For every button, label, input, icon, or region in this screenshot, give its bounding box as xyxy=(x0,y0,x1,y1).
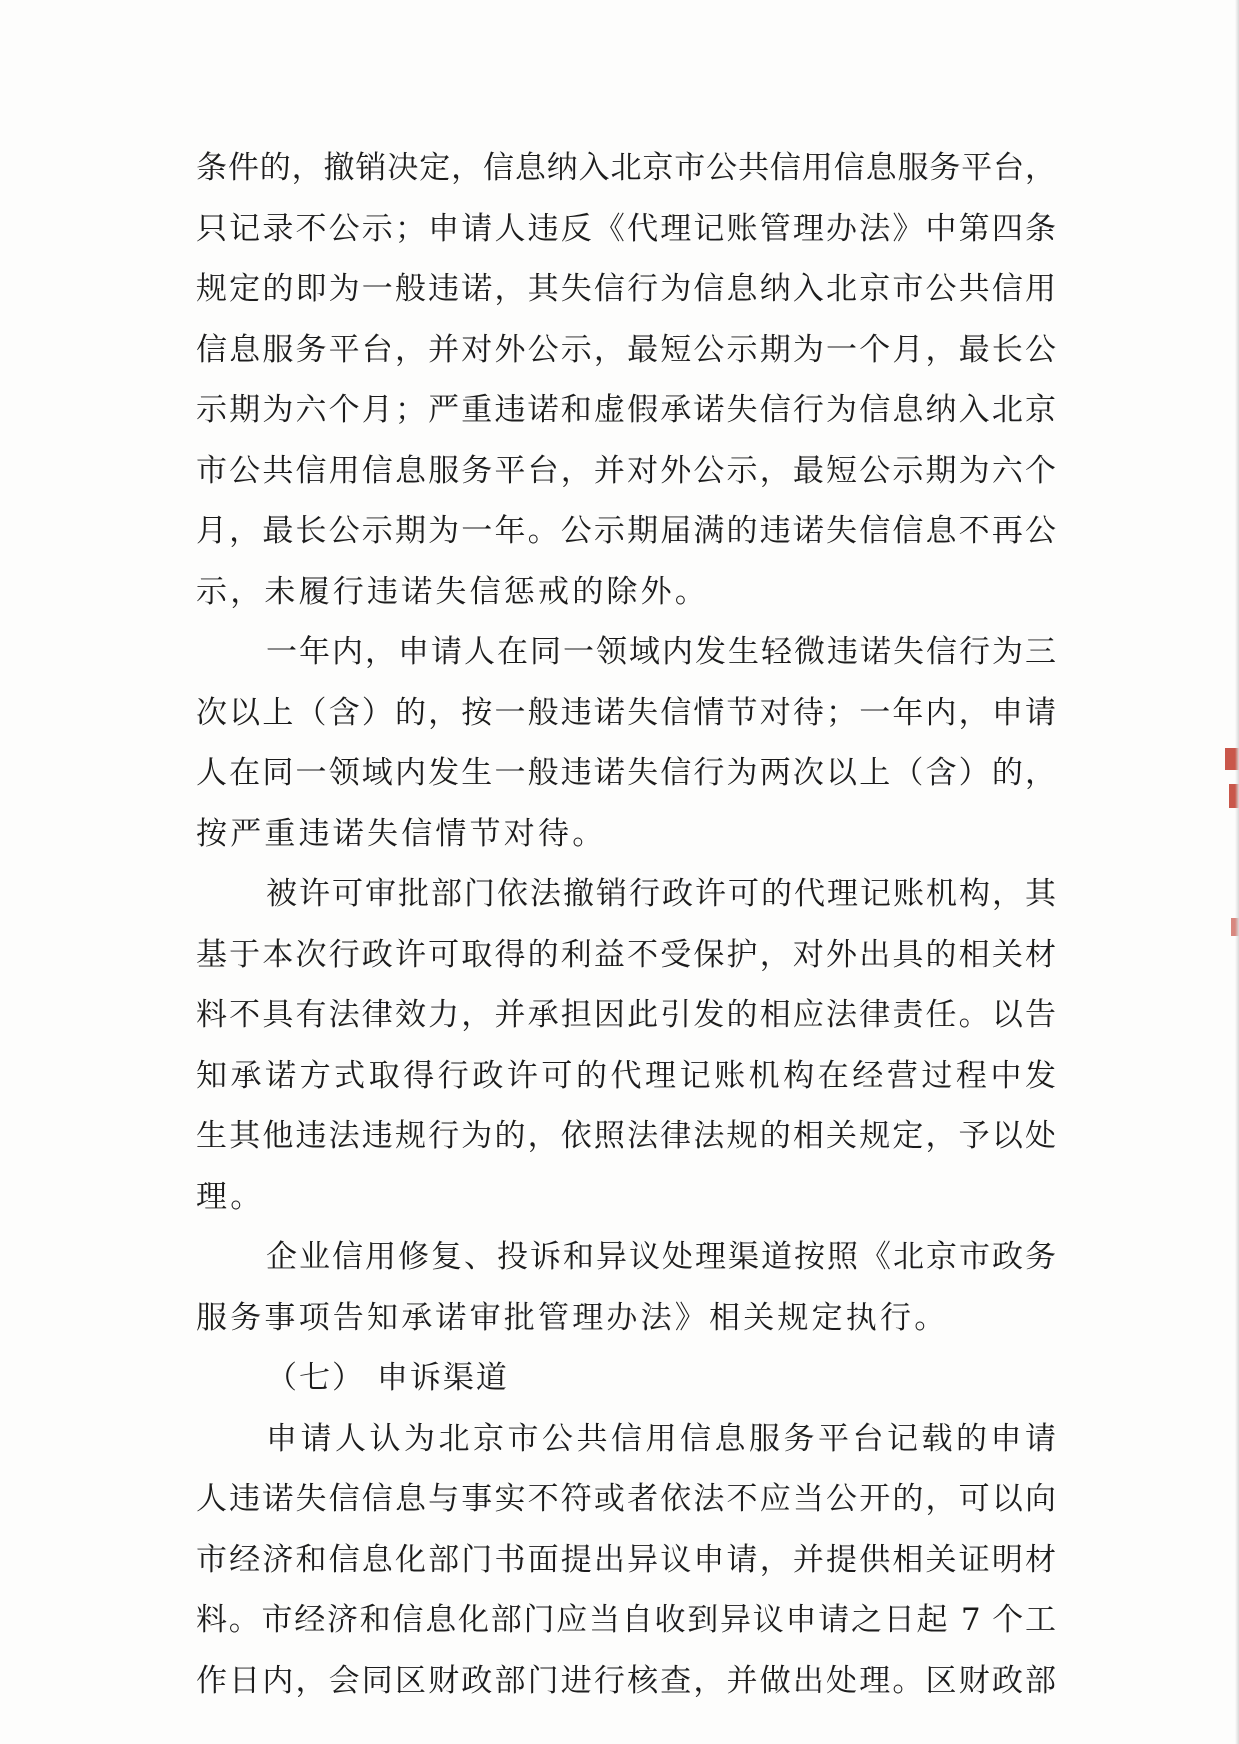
paragraph-line: 只记录不公示；申请人违反《代理记账管理办法》中第四条 xyxy=(196,210,1056,247)
paragraph-line: 料不具有法律效力，并承担因此引发的相应法律责任。以告 xyxy=(196,997,1056,1033)
paragraph-line: 次以上（含）的，按一般违诺失信情节对待；一年内，申请 xyxy=(196,694,1056,731)
paragraph-line: 被许可审批部门依法撤销行政许可的代理记账机构，其 xyxy=(266,876,1056,912)
paragraph-line: 示期为六个月；严重违诺和虚假承诺失信行为信息纳入北京 xyxy=(196,392,1056,428)
paragraph-line: 示，未履行违诺失信惩戒的除外。 xyxy=(196,573,709,610)
paragraph-line: 一年内，申请人在同一领域内发生轻微违诺失信行为三 xyxy=(266,634,1056,670)
paragraph-line: 知承诺方式取得行政许可的代理记账机构在经营过程中发 xyxy=(196,1057,1056,1094)
paragraph-line: 规定的即为一般违诺，其失信行为信息纳入北京市公共信用 xyxy=(196,271,1056,307)
paragraph-line: 理。 xyxy=(196,1178,265,1215)
paragraph-line: 市经济和信息化部门书面提出异议申请，并提供相关证明材 xyxy=(196,1541,1056,1578)
page-edge-shadow xyxy=(1235,0,1239,1744)
paragraph-line: 申请人认为北京市公共信用信息服务平台记载的申请 xyxy=(266,1420,1056,1457)
paragraph-line: 生其他违法违规行为的，依照法律法规的相关规定，予以处 xyxy=(196,1118,1056,1154)
paragraph-line: 市公共信用信息服务平台，并对外公示，最短公示期为六个 xyxy=(196,452,1056,489)
paragraph-line: 人在同一领域内发生一般违诺失信行为两次以上（含）的， xyxy=(196,755,1056,791)
paragraph-line: 企业信用修复、投诉和异议处理渠道按照《北京市政务 xyxy=(266,1239,1056,1275)
paragraph-line: 服务事项告知承诺审批管理办法》相关规定执行。 xyxy=(196,1299,949,1336)
paragraph-line: 基于本次行政许可取得的利益不受保护，对外出具的相关材 xyxy=(196,936,1056,973)
paragraph-line: 条件的，撤销决定，信息纳入北京市公共信用信息服务平台， xyxy=(196,150,1056,186)
document-body xyxy=(196,138,1056,1711)
paragraph-line: 料。市经济和信息化部门应当自收到异议申请之日起 7 个工 xyxy=(196,1602,1056,1638)
paragraph-line: 人违诺失信信息与事实不符或者依法不应当公开的，可以向 xyxy=(196,1481,1056,1517)
paragraph-line: 作日内，会同区财政部门进行核查，并做出处理。区财政部 xyxy=(196,1662,1056,1699)
paragraph-line: 信息服务平台，并对外公示，最短公示期为一个月，最长公 xyxy=(196,331,1056,368)
section-heading: （七） 申诉渠道 xyxy=(266,1360,509,1396)
paragraph-line: 按严重违诺失信情节对待。 xyxy=(196,815,607,852)
paragraph-line: 月，最长公示期为一年。公示期届满的违诺失信信息不再公 xyxy=(196,513,1056,549)
